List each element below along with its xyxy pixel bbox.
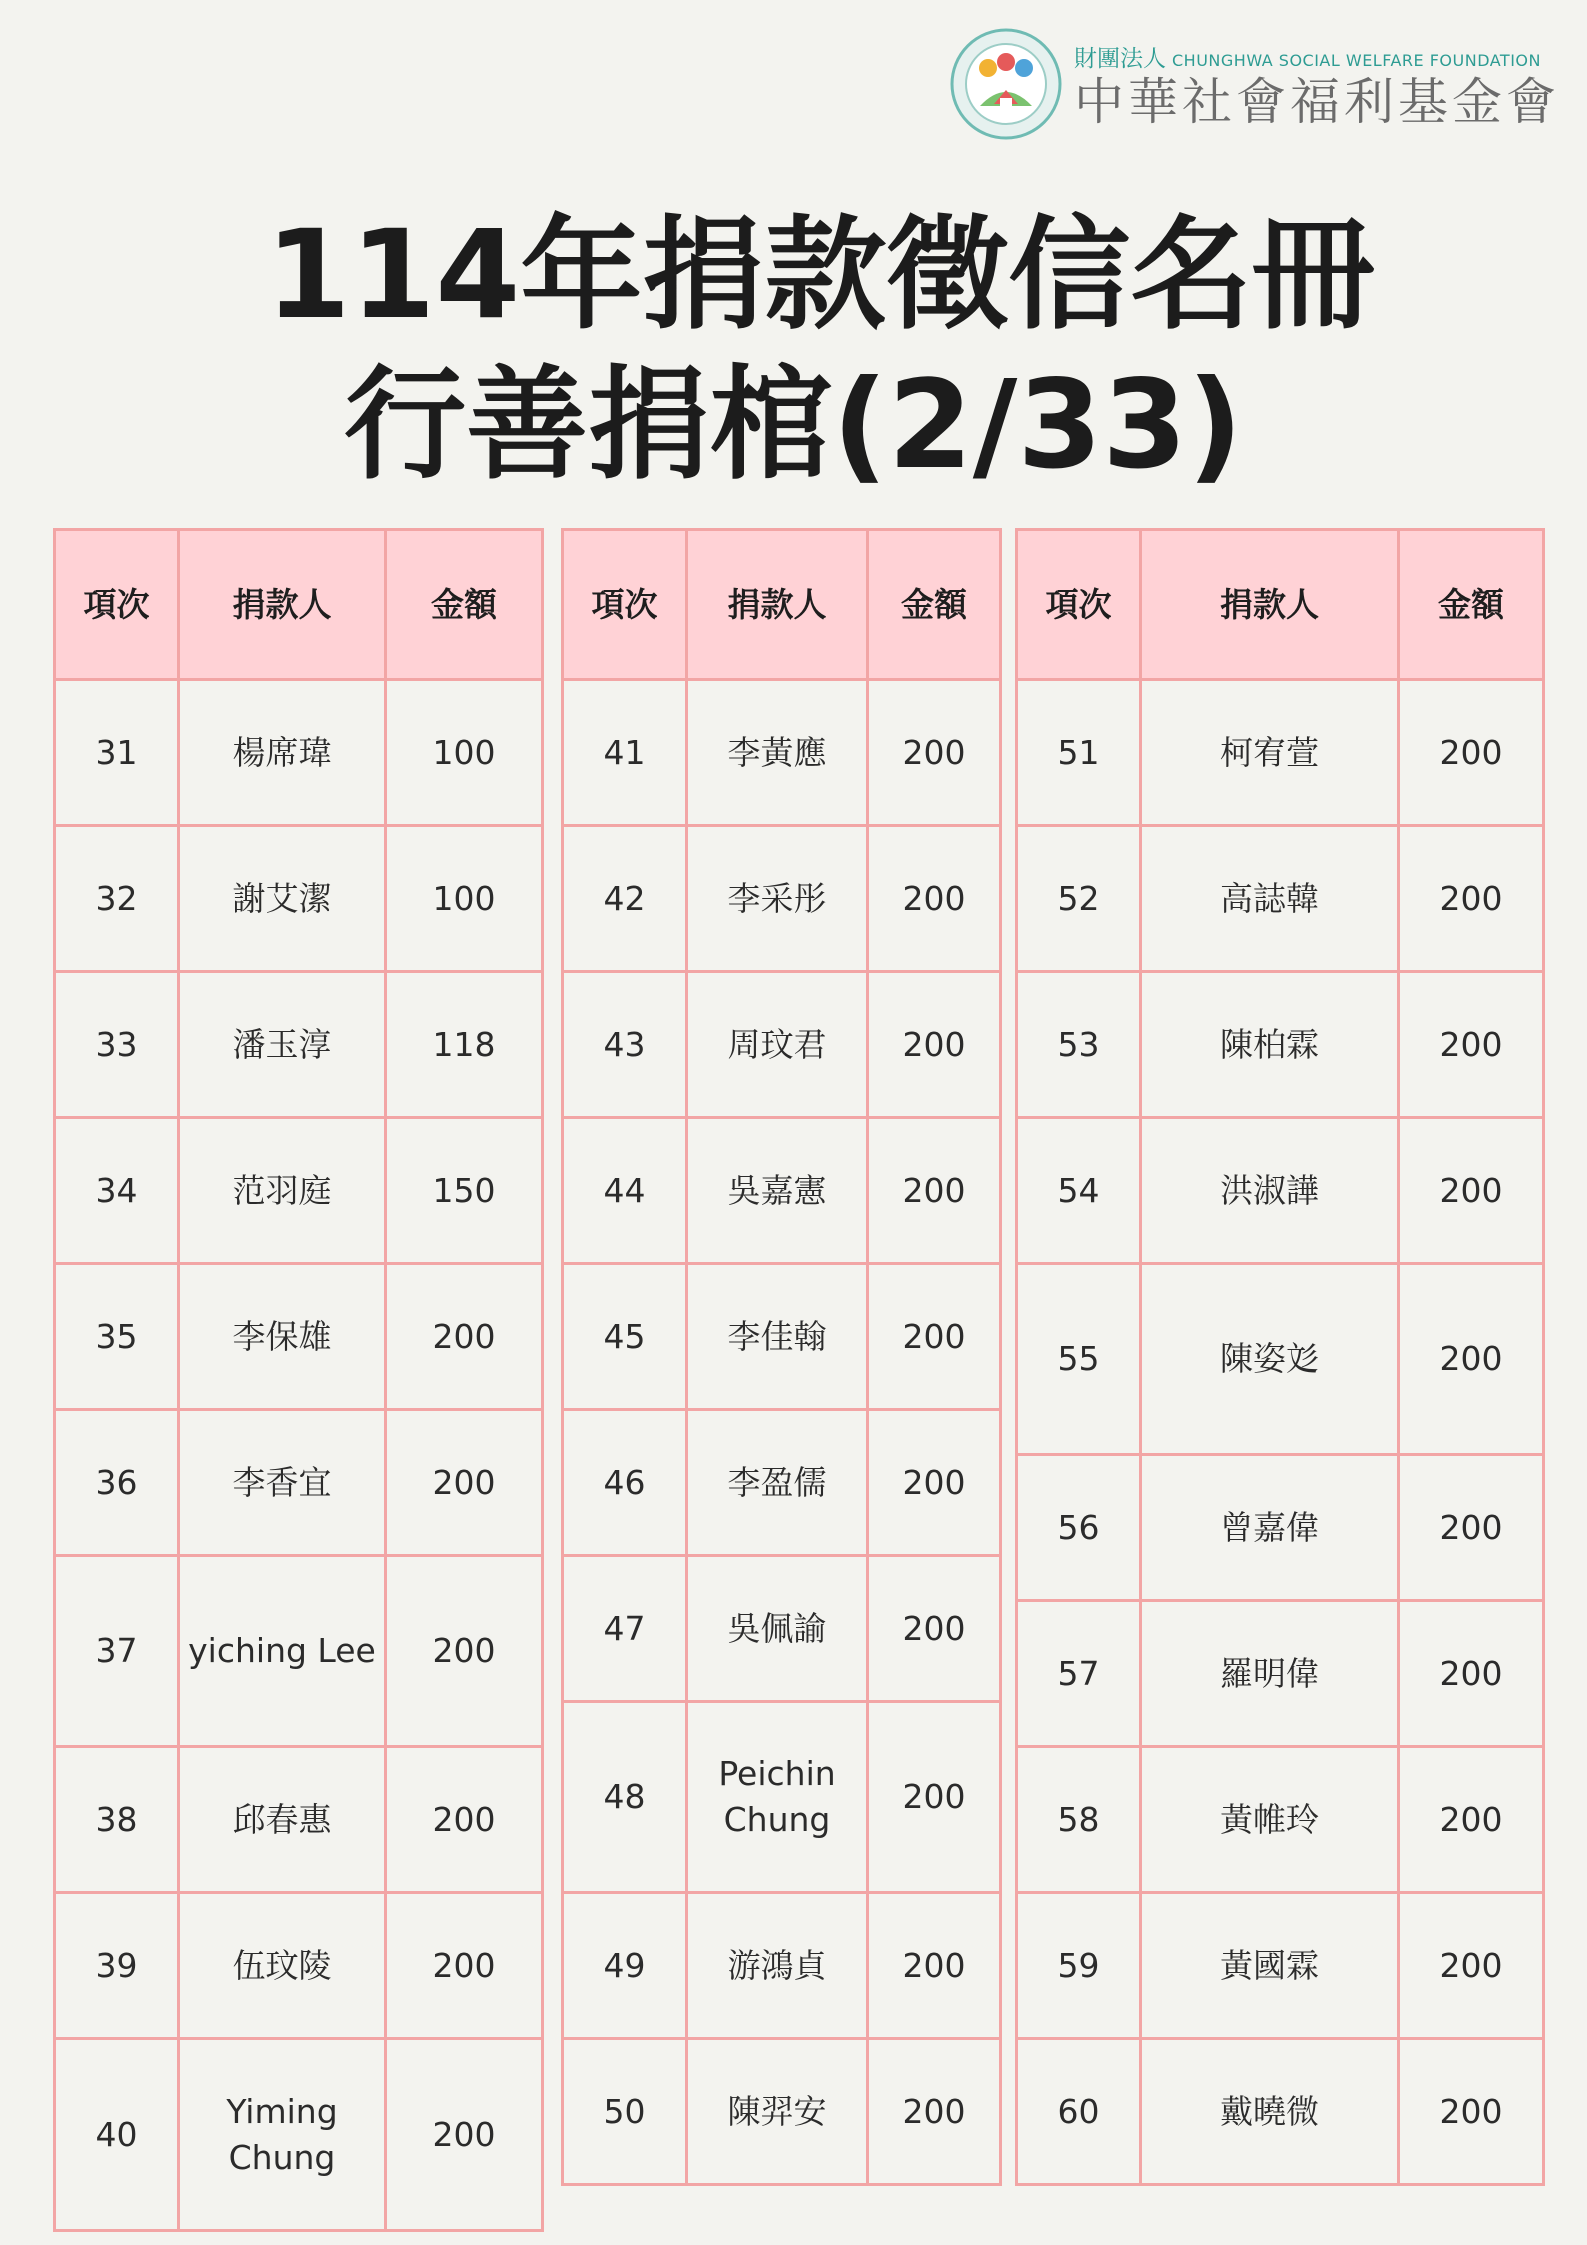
donor-name: 李盈儒	[727, 1462, 827, 1502]
header-no: 項次	[55, 530, 179, 680]
table-row	[55, 1556, 543, 1747]
cell-donor	[1141, 1893, 1399, 2039]
cell-donor	[687, 826, 868, 972]
header-no: 項次	[1017, 530, 1141, 680]
cell-donor	[179, 2039, 386, 2231]
cell-donor	[179, 826, 386, 972]
donor-name: Peichin Chung	[718, 1754, 836, 1839]
table-row	[563, 680, 1001, 826]
cell-no: 60	[1017, 2039, 1141, 2185]
cell-donor	[179, 1264, 386, 1410]
cell-no: 47	[563, 1556, 687, 1702]
cell-donor	[179, 1893, 386, 2039]
cell-amount: 200	[1399, 1118, 1544, 1264]
cell-amount: 200	[1399, 1601, 1544, 1747]
cell-amount: 200	[868, 826, 1001, 972]
cell-amount: 200	[386, 1556, 543, 1747]
cell-no: 58	[1017, 1747, 1141, 1893]
cell-donor	[687, 1893, 868, 2039]
cell-amount: 200	[868, 2039, 1001, 2185]
cell-no: 56	[1017, 1455, 1141, 1601]
cell-no: 49	[563, 1893, 687, 2039]
cell-no: 36	[55, 1410, 179, 1556]
cell-amount: 200	[868, 1702, 1001, 1893]
donor-name: 高誌韓	[1220, 878, 1319, 918]
cell-no: 45	[563, 1264, 687, 1410]
cell-no: 57	[1017, 1601, 1141, 1747]
donor-name: 吳嘉憲	[727, 1170, 827, 1210]
cell-amount: 200	[868, 1893, 1001, 2039]
cell-no: 37	[55, 1556, 179, 1747]
table-row	[55, 1264, 543, 1410]
donor-name: 陳柏霖	[1220, 1024, 1319, 1064]
table-row	[55, 826, 543, 972]
chunghwa-foundation-emblem-icon	[950, 28, 1062, 140]
cell-no: 44	[563, 1118, 687, 1264]
header-donor: 捐款人	[687, 530, 868, 680]
header-donor: 捐款人	[1141, 530, 1399, 680]
cell-no: 33	[55, 972, 179, 1118]
table-header-row	[55, 530, 543, 680]
cell-no: 48	[563, 1702, 687, 1893]
donor-name: 吳佩諭	[727, 1608, 827, 1648]
cell-donor	[179, 1556, 386, 1747]
cell-amount: 200	[386, 1747, 543, 1893]
cell-donor	[687, 680, 868, 826]
cell-amount: 200	[1399, 1747, 1544, 1893]
logo-line1	[1074, 40, 1541, 73]
cell-donor	[687, 1556, 868, 1702]
cell-amount: 100	[386, 680, 543, 826]
cell-amount: 200	[386, 1264, 543, 1410]
donor-name: Yiming Chung	[226, 2091, 338, 2177]
donor-name: 曾嘉偉	[1220, 1507, 1319, 1547]
table-row	[1017, 1118, 1544, 1264]
donor-name: 李保雄	[232, 1316, 332, 1356]
cell-amount: 200	[1399, 1264, 1544, 1455]
cell-donor	[687, 1264, 868, 1410]
cell-donor	[1141, 1264, 1399, 1455]
table-row	[1017, 826, 1544, 972]
table-row	[55, 680, 543, 826]
donor-table-1	[53, 528, 544, 2232]
donor-table-2	[561, 528, 1002, 2186]
cell-no: 41	[563, 680, 687, 826]
cell-no: 39	[55, 1893, 179, 2039]
donor-name: 李采彤	[727, 878, 827, 918]
cell-donor	[179, 1747, 386, 1893]
cell-amount: 200	[1399, 2039, 1544, 2185]
cell-amount: 200	[868, 1118, 1001, 1264]
cell-no: 40	[55, 2039, 179, 2231]
cell-no: 55	[1017, 1264, 1141, 1455]
cell-donor	[687, 1702, 868, 1893]
header-no: 項次	[563, 530, 687, 680]
cell-donor	[1141, 972, 1399, 1118]
cell-no: 53	[1017, 972, 1141, 1118]
cell-amount: 200	[1399, 680, 1544, 826]
cell-amount: 100	[386, 826, 543, 972]
cell-no: 32	[55, 826, 179, 972]
cell-amount: 118	[386, 972, 543, 1118]
cell-donor	[687, 972, 868, 1118]
cell-donor	[1141, 1601, 1399, 1747]
cell-amount: 200	[1399, 972, 1544, 1118]
table-row	[563, 1893, 1001, 2039]
cell-donor	[179, 972, 386, 1118]
donor-name: 戴曉微	[1220, 2091, 1319, 2131]
table-row	[55, 2039, 543, 2231]
cell-amount: 150	[386, 1118, 543, 1264]
table-header-row	[563, 530, 1001, 680]
table-row	[1017, 680, 1544, 826]
logo-line1-en: CHUNGHWA SOCIAL WELFARE FOUNDATION	[1172, 51, 1541, 70]
cell-no: 59	[1017, 1893, 1141, 2039]
cell-donor	[179, 1410, 386, 1556]
donor-name: 邱春惠	[232, 1799, 332, 1839]
table-row	[55, 1118, 543, 1264]
header-amount: 金額	[868, 530, 1001, 680]
table-row	[563, 1118, 1001, 1264]
donor-table-3	[1015, 528, 1545, 2186]
cell-amount: 200	[386, 2039, 543, 2231]
table-row	[563, 1264, 1001, 1410]
donor-name: 范羽庭	[232, 1170, 332, 1210]
cell-amount: 200	[1399, 1893, 1544, 2039]
foundation-logo	[950, 26, 1560, 144]
page-title: 114年捐款徵信名冊	[265, 204, 1375, 346]
table-row	[55, 1893, 543, 2039]
table-row	[563, 1702, 1001, 1893]
table-row	[1017, 1264, 1544, 1455]
donor-name: 周玟君	[727, 1024, 827, 1064]
cell-donor	[687, 2039, 868, 2185]
cell-amount: 200	[1399, 826, 1544, 972]
cell-amount: 200	[868, 1410, 1001, 1556]
logo-foundation-name: 中華社會福利基金會	[1074, 73, 1560, 131]
table-row	[1017, 1601, 1544, 1747]
table-row	[55, 972, 543, 1118]
cell-amount: 200	[868, 1556, 1001, 1702]
cell-amount: 200	[868, 1264, 1001, 1410]
cell-donor	[1141, 1747, 1399, 1893]
cell-no: 52	[1017, 826, 1141, 972]
header-amount: 金額	[386, 530, 543, 680]
donor-name: 伍玟陵	[232, 1945, 332, 1985]
table-row	[563, 2039, 1001, 2185]
donor-name: 陳姿彣	[1220, 1339, 1319, 1378]
header-amount: 金額	[1399, 530, 1544, 680]
donor-name: 洪淑譁	[1220, 1170, 1319, 1210]
cell-donor	[1141, 826, 1399, 972]
cell-donor	[179, 1118, 386, 1264]
table-row	[563, 972, 1001, 1118]
table-row	[563, 826, 1001, 972]
table-row	[563, 1410, 1001, 1556]
donor-name: 陳羿安	[727, 2091, 827, 2131]
cell-amount: 200	[386, 1893, 543, 2039]
cell-no: 51	[1017, 680, 1141, 826]
table-row	[1017, 1893, 1544, 2039]
cell-amount: 200	[386, 1410, 543, 1556]
header-donor: 捐款人	[179, 530, 386, 680]
donor-name: 李佳翰	[727, 1316, 827, 1356]
donor-name: 游鴻貞	[727, 1945, 827, 1985]
donor-name: 李黃應	[727, 732, 827, 772]
table-row	[1017, 1455, 1544, 1601]
table-row	[55, 1410, 543, 1556]
table-row	[1017, 1747, 1544, 1893]
table-header-row	[1017, 530, 1544, 680]
cell-no: 50	[563, 2039, 687, 2185]
table-row	[563, 1556, 1001, 1702]
cell-amount: 200	[868, 972, 1001, 1118]
cell-donor	[687, 1118, 868, 1264]
donor-name: 黃國霖	[1220, 1945, 1319, 1985]
cell-no: 35	[55, 1264, 179, 1410]
cell-donor	[687, 1410, 868, 1556]
cell-donor	[1141, 2039, 1399, 2185]
donor-name: yiching Lee	[188, 1631, 376, 1670]
cell-no: 34	[55, 1118, 179, 1264]
cell-no: 43	[563, 972, 687, 1118]
cell-amount: 200	[1399, 1455, 1544, 1601]
donor-name: 楊席瑋	[232, 732, 332, 772]
donor-name: 羅明偉	[1220, 1653, 1319, 1693]
cell-donor	[179, 680, 386, 826]
cell-no: 46	[563, 1410, 687, 1556]
donor-name: 潘玉淳	[232, 1024, 332, 1064]
donor-name: 黃帷玲	[1220, 1799, 1319, 1839]
table-row	[55, 1747, 543, 1893]
table-row	[1017, 2039, 1544, 2185]
cell-no: 31	[55, 680, 179, 826]
cell-no: 54	[1017, 1118, 1141, 1264]
cell-amount: 200	[868, 680, 1001, 826]
donor-name: 李香宜	[232, 1462, 332, 1502]
cell-donor	[1141, 680, 1399, 826]
donor-name: 柯宥萱	[1220, 732, 1319, 772]
donor-name: 謝艾潔	[232, 878, 332, 918]
cell-no: 42	[563, 826, 687, 972]
cell-no: 38	[55, 1747, 179, 1893]
cell-donor	[1141, 1118, 1399, 1264]
page-subtitle: 行善捐棺(2/33)	[344, 354, 1243, 496]
logo-line1-zh: 財團法人	[1074, 46, 1166, 72]
cell-donor	[1141, 1455, 1399, 1601]
table-row	[1017, 972, 1544, 1118]
